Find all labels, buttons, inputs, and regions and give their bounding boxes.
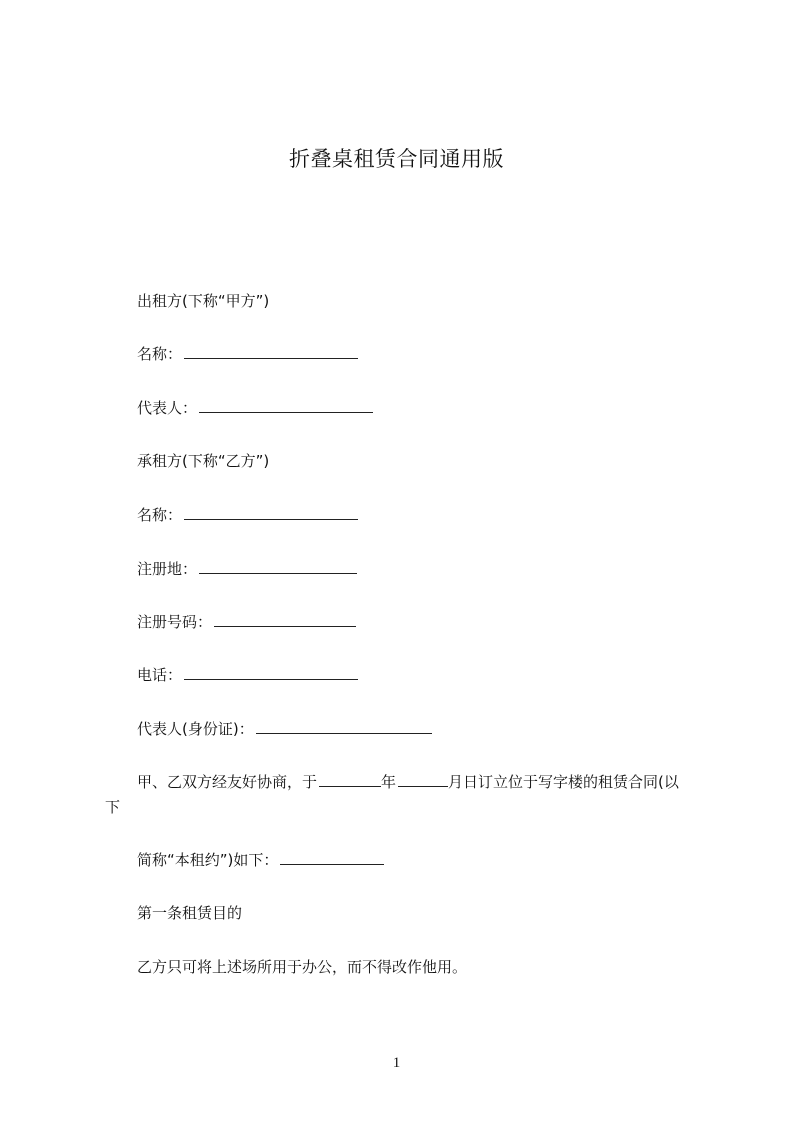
lessee-rep-id-line bbox=[137, 718, 432, 739]
article1-heading bbox=[137, 903, 242, 923]
lessor-rep-line bbox=[137, 397, 373, 418]
lessee-heading-text: 承租方(下称“乙方”) bbox=[137, 452, 270, 470]
lessee-reg-no-blank bbox=[214, 611, 356, 627]
intro-month-blank bbox=[398, 771, 448, 787]
intro-wrap-line bbox=[105, 797, 120, 817]
lessor-heading bbox=[137, 291, 269, 311]
lessee-name-label: 名称： bbox=[137, 506, 183, 524]
lessor-name-label: 名称： bbox=[137, 345, 183, 363]
lessee-reg-place-label: 注册地： bbox=[137, 560, 198, 578]
lessee-reg-no-line bbox=[137, 611, 356, 632]
lessee-rep-id-label: 代表人(身份证)： bbox=[137, 720, 254, 738]
lessor-rep-blank bbox=[199, 397, 373, 413]
intro-text-part1: 甲、乙双方经友好协商，于 bbox=[137, 773, 318, 791]
intro-year-text: 年 bbox=[381, 773, 397, 791]
lessee-rep-id-blank bbox=[256, 718, 432, 734]
intro-year-blank bbox=[319, 771, 381, 787]
lessee-phone-blank bbox=[184, 664, 358, 680]
page-number: 1 bbox=[392, 1055, 401, 1071]
intro-wrap-text: 下 bbox=[105, 798, 121, 816]
article1-heading-text: 第一条租赁目的 bbox=[137, 904, 243, 922]
lessee-phone-line bbox=[137, 664, 358, 685]
intro-text-part2: 月日订立位于写字楼的租赁合同(以 bbox=[448, 773, 679, 791]
lessor-name-blank bbox=[184, 343, 358, 359]
lessee-phone-label: 电话： bbox=[137, 666, 183, 684]
intro-line bbox=[137, 771, 679, 792]
lessee-reg-place-blank bbox=[199, 558, 357, 574]
article1-body bbox=[137, 957, 467, 977]
lessee-reg-place-line bbox=[137, 558, 357, 579]
lessor-rep-label: 代表人： bbox=[137, 399, 198, 417]
lessor-heading-text: 出租方(下称“甲方”) bbox=[137, 292, 270, 310]
article1-body-text: 乙方只可将上述场所用于办公，而不得改作他用。 bbox=[137, 958, 468, 976]
abbrev-line bbox=[137, 849, 384, 870]
lessor-name-line bbox=[137, 343, 358, 364]
abbrev-label: 简称“本租约”)如下： bbox=[137, 851, 279, 869]
document-title: 折叠桌租赁合同通用版 bbox=[289, 147, 504, 171]
lessee-name-blank bbox=[184, 504, 358, 520]
abbrev-blank bbox=[280, 849, 384, 865]
lessee-name-line bbox=[137, 504, 358, 525]
lessee-heading bbox=[137, 451, 269, 471]
lessee-reg-no-label: 注册号码： bbox=[137, 613, 213, 631]
